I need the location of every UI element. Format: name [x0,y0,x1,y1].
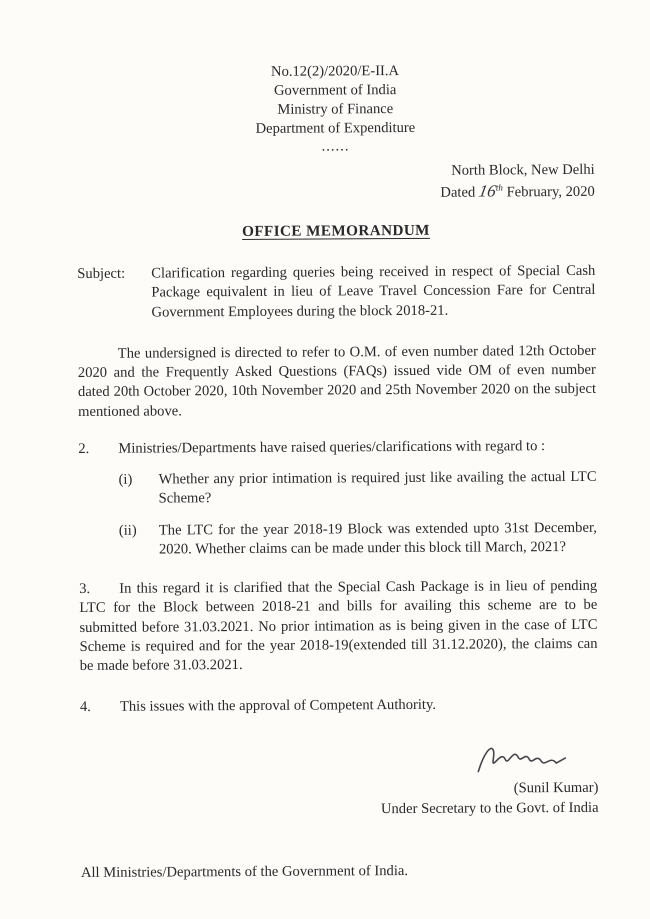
paragraph-4 [80,695,598,717]
signer-title: Under Secretary to the Govt. of India [380,799,599,818]
org-line-ministry: Ministry of Finance [277,101,394,118]
paragraph-3 [79,577,598,676]
signature-block [80,736,598,821]
list-item-ii [119,518,597,559]
date-rest: February, 2020 [506,183,595,201]
list-item-ii-number: (ii) [118,522,137,539]
date-line [77,180,595,205]
distribution-line: All Ministries/Departments of the Government of India. [80,862,409,881]
paragraph-2 [78,437,596,459]
place-line: North Block, New Delhi [451,161,595,179]
paragraph-1: The undersigned is directed to refer to O.M. of even number dated 12th October 2020 and the Frequently Asked Questions (FAQs) issued vide OM of even number dated 20th October 2020, 10th November 2020 and 25th November 2020 on the subject mentioned above. [77,342,597,420]
paragraph-4-number: 4. [79,699,91,716]
subject-row [77,262,595,323]
letterhead [76,61,595,156]
list-item-i-number: (i) [118,471,133,488]
paragraph-3-number: 3. [79,580,91,598]
document-content [76,61,599,883]
paragraph-3-text: In this regard it is clarified that the Special Cash Package is in lieu of pending LTC for the Block between 2018-21 and bills for availing this scheme are to be submitted before 31.03.2021. No prior intimation as is being given in the case of LTC Scheme is required and for the year 2018-19(extended till 31.12.2020), the claims can be made before 31.03.2021. [79,577,598,675]
org-line-government: Government of India [273,82,397,99]
separator-dots: ...... [321,138,350,155]
subject-label: Subject: [77,265,126,283]
place-date-block [77,161,595,205]
paragraph-4-text: This issues with the approval of Competent Authority. [119,697,437,716]
paragraph-2-number: 2. [78,440,90,457]
list-item-i [118,468,596,509]
date-ordinal: th [495,182,503,193]
reference-number: No.12(2)/2020/E-II.A [270,63,400,80]
handwritten-day: 16 [477,181,498,201]
date-prefix: Dated [440,184,476,201]
list-item-ii-text: The LTC for the year 2018-19 Block was extended upto 31st December, 2020. Whether claims can be made under this block till March, 2021? [158,519,597,558]
paragraph-2-text: Ministries/Departments have raised queries/clarifications with regard to : [118,437,546,457]
org-line-department: Department of Expenditure [255,119,416,137]
list-item-i-text: Whether any prior intimation is required just like availing the actual LTC Scheme? [158,468,597,507]
signature-scribble-icon [474,737,570,778]
memo-title: OFFICE MEMORANDUM [242,221,430,240]
subject-text: Clarification regarding queries being received in respect of Special Cash Package equivalent in lieu of Leave Travel Concession Fare for Central Government Employees during the block 2018-21. [151,262,596,321]
signer-name: (Sunil Kumar) [513,780,599,797]
